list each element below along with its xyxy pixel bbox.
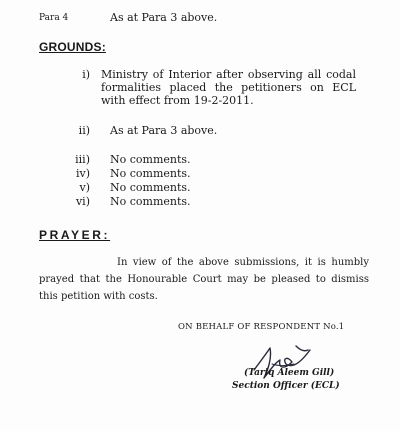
ground-number-iv: iv)	[75, 167, 90, 180]
ground-number-ii: ii)	[78, 124, 90, 137]
para4-text: As at Para 3 above.	[110, 11, 218, 24]
signatory-title: Section Officer (ECL)	[232, 381, 340, 391]
ground-number-v: v)	[79, 181, 90, 194]
ground-text-ii: As at Para 3 above.	[110, 124, 218, 137]
prayer-heading: PRAYER:	[39, 228, 111, 242]
ground-number-i: i)	[82, 68, 90, 81]
ground-text-iii: No comments.	[110, 153, 191, 166]
ground-number-iii: iii)	[75, 153, 90, 166]
on-behalf-line: ON BEHALF OF RESPONDENT No.1	[178, 322, 345, 332]
prayer-text: In view of the above submissions, it is humbly prayed that the Honourable Court may be pleased to dismiss this petition with costs.	[39, 257, 369, 302]
grounds-heading: GROUNDS:	[39, 40, 106, 54]
ground-text-v: No comments.	[110, 181, 191, 194]
ground-text-vi: No comments.	[110, 195, 191, 208]
para4-label: Para 4	[39, 13, 69, 23]
signatory-name: (Tariq Aleem Gill)	[244, 368, 335, 378]
ground-text-i: Ministry of Interior after observing all codal formalities placed the petitioners on ECL with effect from 19-2-2011.	[101, 68, 356, 107]
ground-number-vi: vi)	[75, 195, 90, 208]
ground-text-iv: No comments.	[110, 167, 191, 180]
